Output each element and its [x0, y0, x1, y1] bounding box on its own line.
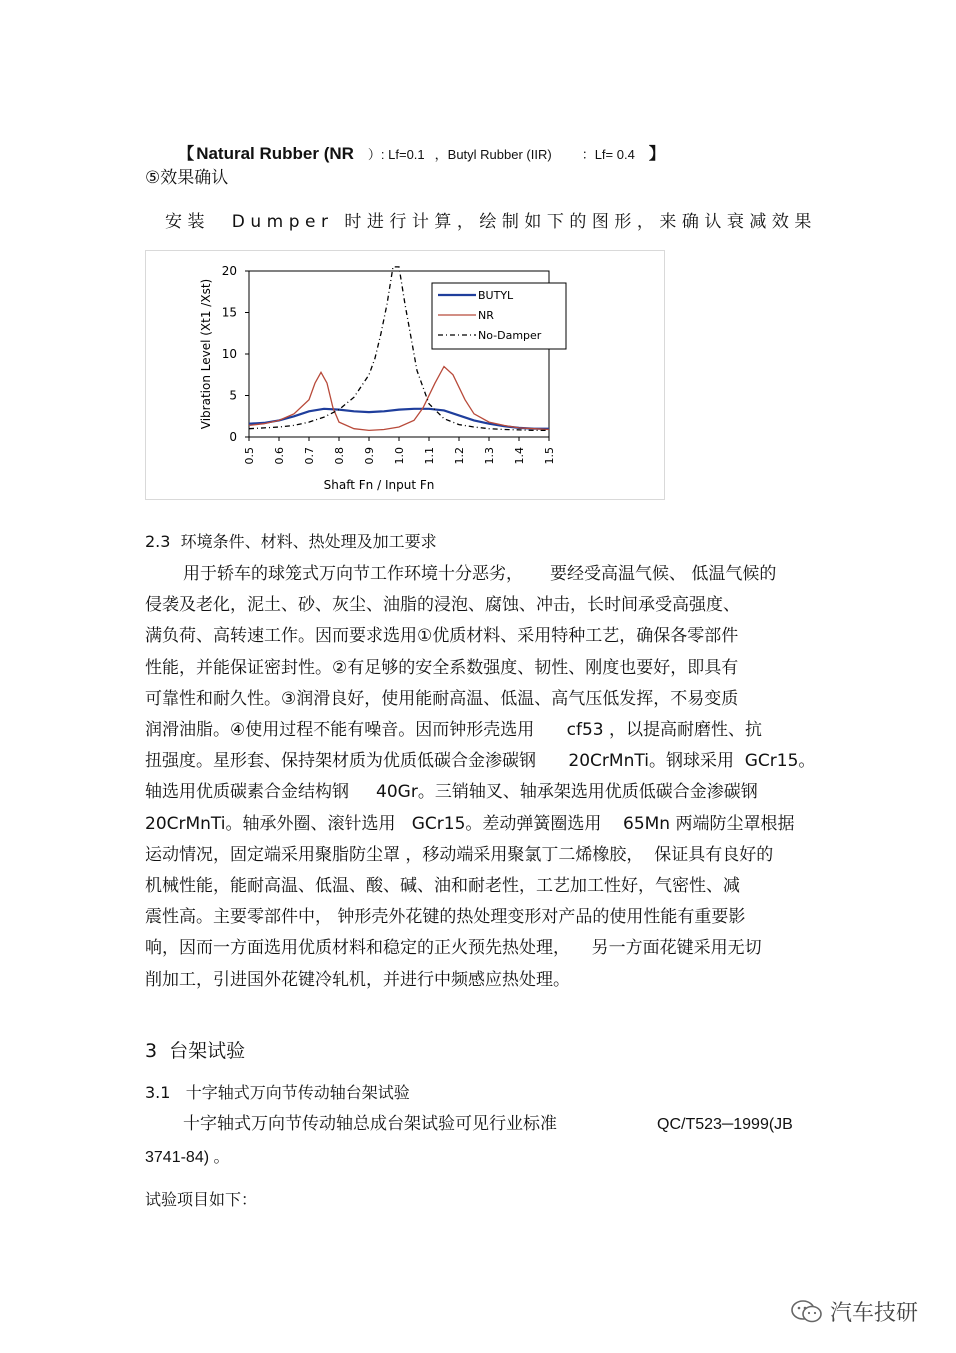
- paragraph-standard-line1: 十字轴式万向节传动轴总成台架试验可见行业标准: [183, 1114, 557, 1134]
- series-line-nr: [249, 367, 549, 431]
- x-tick-label: 1.2: [453, 447, 466, 465]
- x-tick-label: 0.6: [273, 447, 286, 465]
- nr-label: Natural Rubber (NR: [196, 144, 354, 163]
- step-heading: ⑤效果确认: [145, 168, 229, 188]
- legend-label: BUTYL: [478, 289, 514, 302]
- section-3-heading: 3 台架试验: [145, 1040, 246, 1062]
- bracket-close: 】: [648, 144, 665, 163]
- paragraph-line: 响，因而一方面选用优质材料和稳定的正火预先热处理， 另一方面花键采用无切: [145, 938, 762, 959]
- section-3-1-heading: 3.1 十字轴式万向节传动轴台架试验: [145, 1083, 410, 1102]
- iir-label: ，Butyl Rubber (IIR): [434, 147, 552, 162]
- material-damping-line: [168, 124, 665, 165]
- legend-label: No-Damper: [478, 329, 542, 342]
- paragraph-line: 轴选用优质碳素合金结构钢 40Gr。三销轴叉、轴承架选用优质低碳合金渗碳钢: [145, 782, 758, 803]
- paragraph-line: 侵袭及老化，泥土、砂、灰尘、油脂的浸泡、腐蚀、冲击，长时间承受高强度、: [145, 595, 740, 616]
- y-tick-label: 10: [221, 347, 237, 361]
- paragraph-line: 震性高。主要零部件中， 钟形壳外花键的热处理变形对产品的使用性能有重要影: [145, 907, 746, 928]
- y-tick-label: 0: [229, 430, 237, 444]
- bracket-open: 【: [178, 144, 195, 163]
- paragraph-line: 扭强度。星形套、保持架材质为优质低碳合金渗碳钢 20CrMnTi。钢球采用 GCr15。: [145, 751, 816, 772]
- y-tick-label: 5: [229, 388, 237, 403]
- x-tick-label: 1.4: [513, 447, 526, 465]
- legend-label: NR: [478, 309, 494, 322]
- paragraph-line: 满负荷、高转速工作。因而要求选用①优质材料、采用特种工艺，确保各零部件: [145, 626, 739, 647]
- y-tick-label: 15: [221, 305, 237, 320]
- x-tick-label: 1.5: [543, 447, 556, 465]
- watermark: [790, 1296, 918, 1327]
- paragraph-line: 机械性能，能耐高温、低温、酸、碱、油和耐老性，工艺加工性好，气密性、减: [145, 876, 740, 896]
- x-tick-label: 1.3: [483, 447, 496, 465]
- chart-svg: [146, 251, 664, 499]
- x-tick-label: 0.9: [363, 447, 376, 465]
- intro-text: 安装 Dumper 时进行计算，绘制如下的图形，来确认衰减效果: [165, 212, 817, 232]
- y-tick-label: 20: [221, 264, 237, 278]
- standard-code: QC/T523─1999(JB: [657, 1116, 793, 1133]
- paragraph-line: 20CrMnTi。轴承外圈、滚针选用 GCr15。差动弹簧圈选用 65Mn 两端防尘罩根据: [145, 813, 795, 834]
- test-items-heading: 试验项目如下：: [145, 1190, 258, 1209]
- paragraph-line: 可靠性和耐久性。③润滑良好，使用能耐高温、低温、高气压低发挥，不易变质: [145, 688, 739, 709]
- x-axis-label: Shaft Fn / Input Fn: [323, 478, 435, 492]
- x-tick-label: 1.0: [393, 447, 406, 465]
- wechat-icon: [790, 1299, 824, 1325]
- nr-lf: ）: Lf=0.1: [367, 147, 425, 162]
- paragraph-line: 削加工，引进国外花键冷轧机，并进行中频感应热处理。: [145, 969, 570, 990]
- paragraph-line: 润滑油脂。④使用过程不能有噪音。因而钟形壳选用 cf53 ，以提高耐磨性、抗: [145, 720, 763, 740]
- iir-lf: ：Lf= 0.4: [581, 147, 635, 162]
- x-tick-label: 0.8: [333, 447, 346, 465]
- x-tick-label: 1.1: [423, 447, 436, 465]
- x-tick-label: 0.5: [243, 447, 256, 465]
- paragraph-line: 运动情况，固定端采用聚脂防尘罩 ，移动端采用聚氯丁二烯橡胶， 保证具有良好的: [145, 844, 774, 865]
- paragraph-standard-line2: 3741-84) 。: [145, 1149, 230, 1166]
- y-axis-label: Vibration Level (Xt1 /Xst): [199, 278, 213, 430]
- section-2-3-heading: 2.3 环境条件、材料、热处理及加工要求: [145, 532, 437, 551]
- paragraph-line: 用于轿车的球笼式万向节工作环境十分恶劣， 要经受高温气候、 低温气候的: [183, 564, 777, 584]
- paragraph-line: 性能，并能保证密封性。②有足够的安全系数强度、韧性、刚度也要好，即具有: [145, 657, 739, 678]
- x-tick-label: 0.7: [303, 447, 316, 465]
- vibration-chart: [145, 250, 665, 500]
- watermark-text: 汽车技研: [830, 1301, 919, 1326]
